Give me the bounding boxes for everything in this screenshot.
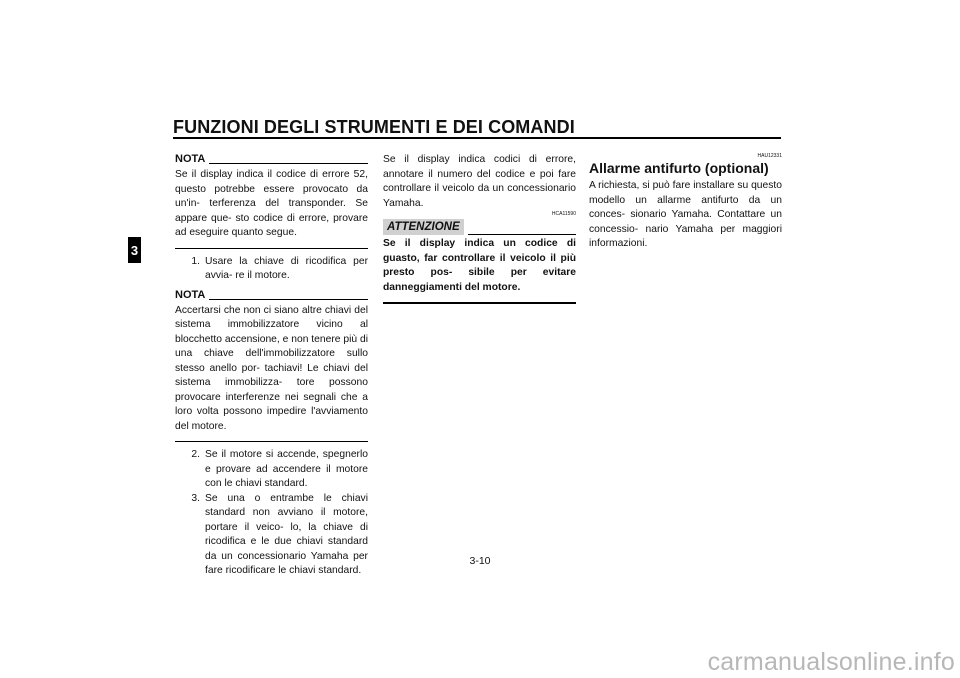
nota-text: Se il display indica il codice di errore 52, questo potrebbe essere provocato da un'in- terferenza del transponder. Se appare que- sto codice di errore, provare ad eseguire quanto segue. — [175, 169, 368, 238]
warning-heading-rule — [468, 234, 576, 235]
reference-code: HCA11590 — [551, 211, 576, 217]
nota-heading-rule — [209, 299, 368, 300]
body-text: A richiesta, si può fare installare su questo modello un allarme antifurto da un conces- sionario Yamaha. Contattare un concessio- nario Yamaha per maggiori informazioni. — [589, 180, 782, 249]
chapter-tab: 3 — [128, 237, 141, 263]
column-left — [175, 153, 368, 579]
warning-heading — [383, 219, 576, 235]
nota-end-rule — [175, 441, 368, 442]
step-text: Se il motore si accende, spegnerlo e provare ad accendere il motore con le chiavi standard. — [205, 449, 368, 489]
column-middle — [383, 153, 576, 304]
step-text: Usare la chiave di ricodifica per avvia- re il motore. — [205, 255, 368, 281]
step-item — [175, 255, 368, 284]
header-rule — [173, 137, 781, 139]
watermark: carmanualsonline.info — [707, 648, 955, 676]
step-text: Se una o entrambe le chiavi standard non avviano il motore, portare il veico- lo, la chiave di ricodifica e le due chiavi standard da un concessionario Yamaha per fare ricodificare le chiavi standard. — [205, 492, 368, 576]
page-number: 3-10 — [469, 555, 491, 567]
step-item — [175, 448, 368, 492]
reference-code: HAU12331 — [757, 153, 782, 159]
nota-label: NOTA — [175, 153, 206, 165]
body-text: Se il display indica codici di errore, annotare il numero del codice e poi fare controllare il veicolo da un concessionario Yamaha. — [383, 154, 576, 209]
step-number: 1. — [191, 255, 200, 267]
nota-heading — [175, 153, 368, 166]
nota-heading — [175, 289, 368, 302]
warning-label: ATTENZIONE — [383, 219, 464, 235]
warning-end-rule — [383, 302, 576, 304]
section-title: Allarme antifurto (optional) — [589, 160, 769, 176]
nota-end-rule — [175, 248, 368, 249]
step-number: 3. — [191, 492, 200, 504]
nota-heading-rule — [209, 163, 368, 164]
step-item — [175, 492, 368, 579]
column-right — [589, 153, 782, 252]
warning-text: Se il display indica un codice di guasto, far controllare il veicolo il più presto pos- sibile per evitare danneggiamenti del motore. — [383, 238, 576, 293]
nota-text: Accertarsi che non ci siano altre chiavi del sistema immobilizzatore vicino al blocchetto accensione, e non tenere più di una chiave dell'immobilizzatore sullo stesso anello por- tachiavi! Le chiavi del sistema immobilizza- tore possono provocare interferenze nei segnali che a loro volta possono impedire l'avviamento del motore. — [175, 304, 368, 432]
nota-label: NOTA — [175, 288, 206, 301]
step-number: 2. — [191, 449, 200, 460]
page-header-title: FUNZIONI DEGLI STRUMENTI E DEI COMANDI — [173, 117, 575, 137]
